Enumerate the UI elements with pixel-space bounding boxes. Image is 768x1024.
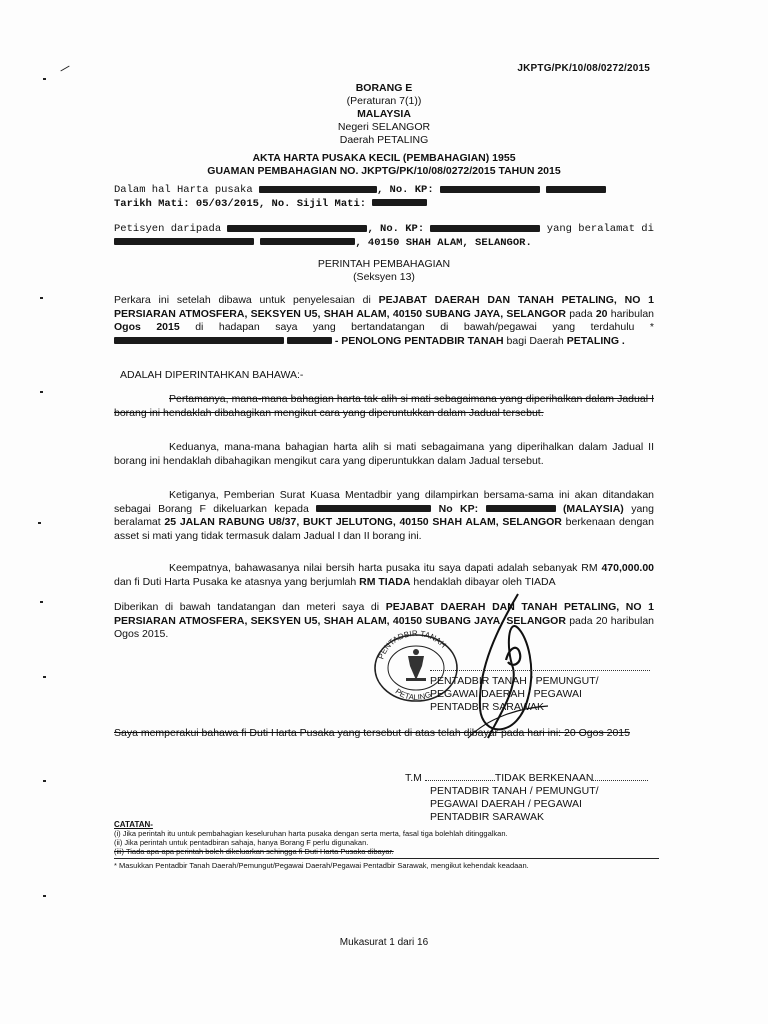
redacted-address: [114, 238, 254, 245]
intro-text: Perkara ini setelah dibawa untuk penyelesaian di: [114, 294, 371, 306]
form-header: [0, 82, 768, 147]
order-heading: [0, 258, 768, 284]
ordered-heading: ADALAH DIPERINTAHKAN BAHAWA:-: [120, 369, 304, 381]
petition-address-suffix: yang beralamat di: [546, 223, 654, 235]
redacted-cert: [372, 199, 427, 206]
redacted-officer2: [287, 337, 332, 344]
order-section: (Seksyen 13): [353, 271, 415, 283]
petition-kp: , No. KP:: [367, 223, 425, 235]
scan-mark: [40, 601, 43, 603]
scan-mark: [38, 522, 41, 524]
redacted-ic2: [546, 186, 606, 193]
signatory-title-1: [430, 675, 599, 714]
intro-text: haribulan: [610, 307, 654, 320]
scan-mark: [43, 895, 46, 897]
redacted-ic: [430, 225, 540, 232]
duty-amount: RM TIADA: [359, 575, 411, 588]
estate-prefix: Dalam hal Harta pusaka: [114, 184, 253, 196]
petition-prefix: Petisyen daripada: [114, 223, 222, 235]
scan-mark: [43, 676, 46, 678]
kp-label: No KP:: [438, 502, 479, 515]
note-item: (iii) Tiada apa-apa perintah boleh dikeluarkan sehingga fi Duti Harta Pusaka dibayar.: [114, 847, 394, 856]
redacted-ic: [440, 186, 540, 193]
estate-kp: , No. KP:: [376, 184, 434, 196]
hearing-month: Ogos 2015: [114, 321, 180, 333]
scan-mark: [43, 78, 46, 80]
clause-text: pada 20 haribulan Ogos 2015.: [114, 614, 654, 640]
scan-mark: [43, 780, 46, 782]
tm-label: T.M: [405, 772, 422, 784]
redacted-ic: [486, 505, 556, 512]
redacted-name: [259, 186, 377, 193]
tm-value: TIDAK BERKENAAN: [494, 772, 594, 784]
intro-district: PETALING .: [566, 334, 625, 347]
clause-text: berkenaan dengan asset si mati yang tidak termasuk dalam Jadual I dan II borang ini.: [114, 516, 654, 542]
petition-details: Petisyen daripada , No. KP: yang beralamat di , 40150 SHAH ALAM, SELANGOR.: [114, 223, 654, 249]
regulation: (Peraturan 7(1)): [346, 95, 422, 107]
petition-address-end: 40150 SHAH ALAM, SELANGOR.: [367, 236, 532, 249]
clause-third: [114, 489, 654, 543]
signatory-line: PENTADBIR TANAH / PEMUNGUT/: [430, 785, 599, 797]
clause-text: hendaklah dibayar oleh TIADA: [413, 575, 556, 588]
order-title: PERINTAH PEMBAHAGIAN: [317, 258, 451, 270]
scan-mark: [40, 391, 43, 393]
note-item: (ii) Jika perintah untuk pentadbiran sahaja, hanya Borang F perlu digunakan.: [114, 838, 369, 847]
tm-block: [405, 772, 648, 824]
notes-title: CATATAN-: [114, 820, 153, 829]
hearing-day: 20: [595, 307, 608, 320]
act-title: [0, 152, 768, 178]
dotted-fill: [593, 780, 648, 781]
state: Negeri SELANGOR: [337, 121, 431, 133]
notes-section: [114, 820, 674, 870]
intro-text: di hadapan saya yang bertandatangan di bawah/pegawai yang terdahulu *: [195, 321, 654, 333]
clause-text: Keempatnya, bahawasanya nilai bersih harta pusaka itu saya dapati adalah sebanyak RM: [169, 562, 598, 574]
intro-paragraph: [114, 294, 654, 348]
intro-text: pada: [569, 307, 593, 320]
signatory-line: PEGAWAI DAERAH / PEGAWAI: [430, 688, 582, 700]
clause-text: dan fi Duti Harta Pusaka ke atasnya yang berjumlah: [114, 575, 357, 588]
act-name: AKTA HARTA PUSAKA KECIL (PEMBAHAGIAN) 1955: [252, 152, 516, 164]
seal-top-text: PENTADBIR TANAH: [376, 630, 448, 661]
clause-second: Keduanya, mana-mana bahagian harta alih si mati sebagaimana yang diperihalkan dalam Jadual II borang ini hendaklah dibahagikan mengikut cara yang diperuntukkan dalam Jadual tersebut.: [114, 441, 654, 467]
redacted-name: [227, 225, 367, 232]
district: Daerah PETALING: [339, 134, 429, 146]
signatory-line: PENTADBIR TANAH / PEMUNGUT/: [430, 675, 599, 687]
estate-value: 470,000.00: [601, 562, 655, 574]
clause-text: yang beralamat: [114, 502, 654, 528]
signature-scribble: [458, 588, 568, 748]
death-details: Tarikh Mati: 05/03/2015, No. Sijil Mati:: [114, 197, 367, 210]
signatory-line: PENTADBIR SARAWAK: [430, 701, 544, 713]
signature-line: [430, 670, 650, 671]
scan-mark: [60, 66, 69, 72]
reference-number: JKPTG/PK/10/08/0272/2015: [517, 63, 650, 74]
form-title: BORANG E: [355, 82, 413, 94]
office-name: PEJABAT DAERAH DAN TANAH PETALING, NO 1 PERSIARAN ATMOSFERA, SEKSYEN U5, SHAH ALAM, 40150 SUBANG JAYA, SELANGOR: [114, 294, 655, 320]
estate-details: [114, 184, 659, 211]
redacted-name: [316, 505, 431, 512]
certification: Saya memperakui bahawa fi Duti Harta Pusaka yang tersebut di atas telah dibayar pada hari ini: 20 Ogos 2015: [114, 727, 630, 739]
heir-address: 25 JALAN RABUNG U8/37, BUKT JELUTONG, 40150 SHAH ALAM, SELANGOR: [164, 516, 562, 528]
scan-mark: [40, 297, 43, 299]
signatory-line: PENTADBIR SARAWAK: [430, 811, 544, 823]
dotted-fill: [425, 780, 495, 781]
signatory-line: PEGAWAI DAERAH / PEGAWAI: [430, 798, 582, 810]
note-item: (i) Jika perintah itu untuk pembahagian keseluruhan harta pusaka dengan serta merta, fasal tiga bolehlah ditinggalkan.: [114, 829, 508, 838]
intro-text: bagi Daerah: [506, 334, 564, 347]
office-name: PEJABAT DAERAH DAN TANAH PETALING, NO 1 PERSIARAN ATMOSFERA, SEKSYEN U5, SHAH ALAM, 40150 SUBANG JAYA, SELANGOR: [114, 601, 654, 627]
clause-text: Diberikan di bawah tandatangan dan meteri saya di: [114, 601, 380, 613]
redacted-officer: [114, 337, 284, 344]
country: MALAYSIA: [357, 108, 411, 120]
clause-first: Pertamanya, mana-mana bahagian harta tak alih si mati sebagaimana yang diperihalkan dalam Jadual I borang ini hendaklah dibahagikan mengikut cara yang diperuntukkan dalam Jadual tersebut.: [114, 393, 654, 419]
case-number: GUAMAN PEMBAHAGIAN NO. JKPTG/PK/10/08/0272/2015 TAHUN 2015: [207, 165, 561, 177]
redacted-address2: [260, 238, 355, 245]
nationality: (MALAYSIA): [562, 502, 624, 515]
clause-text: Ketiganya, Pemberian Surat Kuasa Mentadbir yang dilampirkan bersama-sama ini akan ditandakan sebagai Borang F dikeluarkan kepada: [114, 489, 654, 515]
page-number: Mukasurat 1 dari 16: [339, 937, 429, 948]
clause-fourth: [114, 562, 654, 589]
seal-bottom-text: PETALING: [393, 686, 433, 702]
note-footnote: * Masukkan Pentadbir Tanah Daerah/Pemungut/Pegawai Daerah/Pegawai Pentadbir Sarawak, mengikut kehendak keadaan.: [114, 858, 659, 870]
officer-title: - PENOLONG PENTADBIR TANAH: [334, 334, 504, 347]
